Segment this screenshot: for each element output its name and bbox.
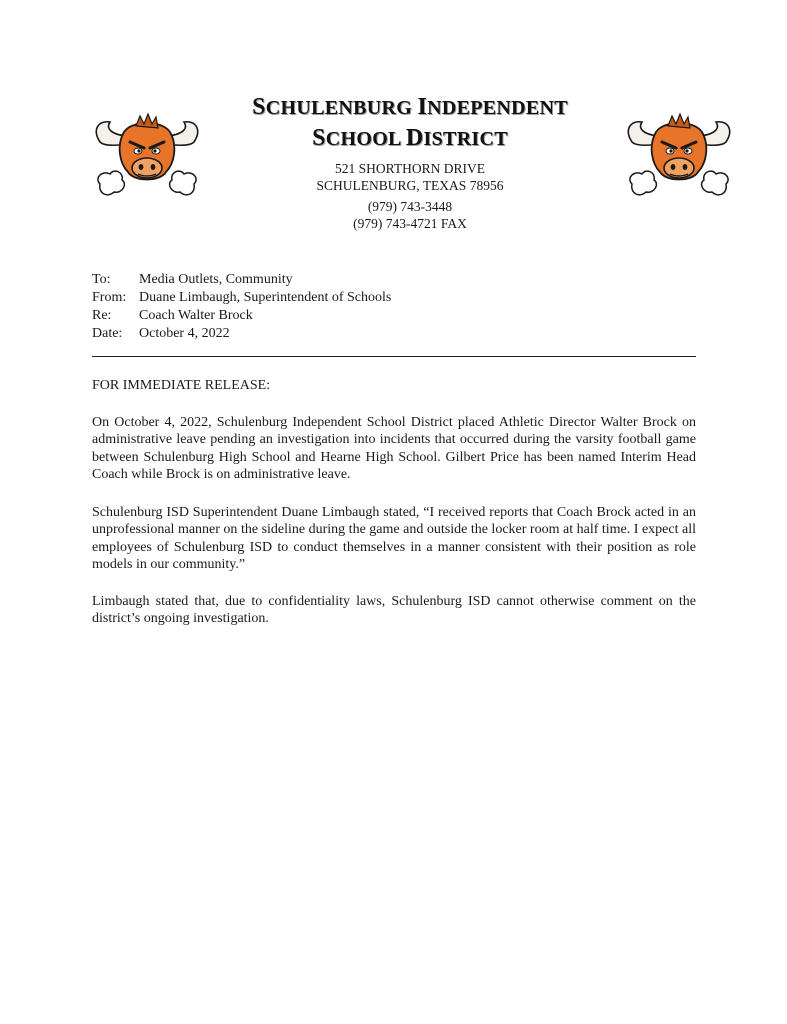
memo-re-value: Coach Walter Brock — [139, 308, 253, 323]
memo-from-row — [92, 289, 391, 307]
memo-from-label: From: — [92, 290, 127, 305]
memo-to-value: Media Outlets, Community — [139, 272, 293, 287]
district-name-line2: SCHOOL DISTRICT — [312, 125, 508, 151]
memo-from-value: Duane Limbaugh, Superintendent of Schools — [139, 290, 392, 305]
memo-date-value: October 4, 2022 — [139, 326, 230, 341]
address-city: SCHULENBURG, TEXAS 78956 — [316, 178, 504, 193]
district-name-line1: SCHULENBURG INDEPENDENT — [252, 94, 568, 120]
memo-to-label: To: — [92, 272, 111, 287]
body-paragraph-1: On October 4, 2022, Schulenburg Independent School District placed Athletic Director Walter Brock on administrative leave pending an investigation into incidents that occurred during the varsity football game between Schulenburg High School and Hearne High School. Gilbert Price has been named Interim Head Coach while Brock is on administrative leave. — [92, 415, 696, 483]
letterhead — [200, 92, 620, 232]
horizontal-divider — [92, 356, 696, 357]
fax-number: (979) 743-4721 FAX — [353, 216, 467, 231]
memo-header — [92, 271, 391, 343]
memo-date-row — [92, 325, 391, 343]
longhorn-mascot-icon — [92, 112, 202, 202]
address-street: 521 SHORTHORN DRIVE — [335, 161, 485, 176]
memo-date-label: Date: — [92, 326, 123, 341]
memo-re-label: Re: — [92, 308, 112, 323]
body-paragraph-2: Schulenburg ISD Superintendent Duane Limbaugh stated, “I received reports that Coach Brock acted in an unprofessional manner on the sideline during the game and outside the locker room at half time. I expect all employees of Schulenburg ISD to conduct themselves in a manner consistent with their position as role models in our community.” — [92, 505, 696, 573]
body-paragraph-3: Limbaugh stated that, due to confidentiality laws, Schulenburg ISD cannot otherwise comment on the district’s ongoing investigation. — [92, 594, 696, 627]
memo-re-row — [92, 307, 391, 325]
memo-to-row — [92, 271, 391, 289]
phone-number: (979) 743-3448 — [367, 199, 453, 214]
release-heading: FOR IMMEDIATE RELEASE: — [92, 378, 271, 393]
longhorn-mascot-icon — [624, 112, 734, 202]
